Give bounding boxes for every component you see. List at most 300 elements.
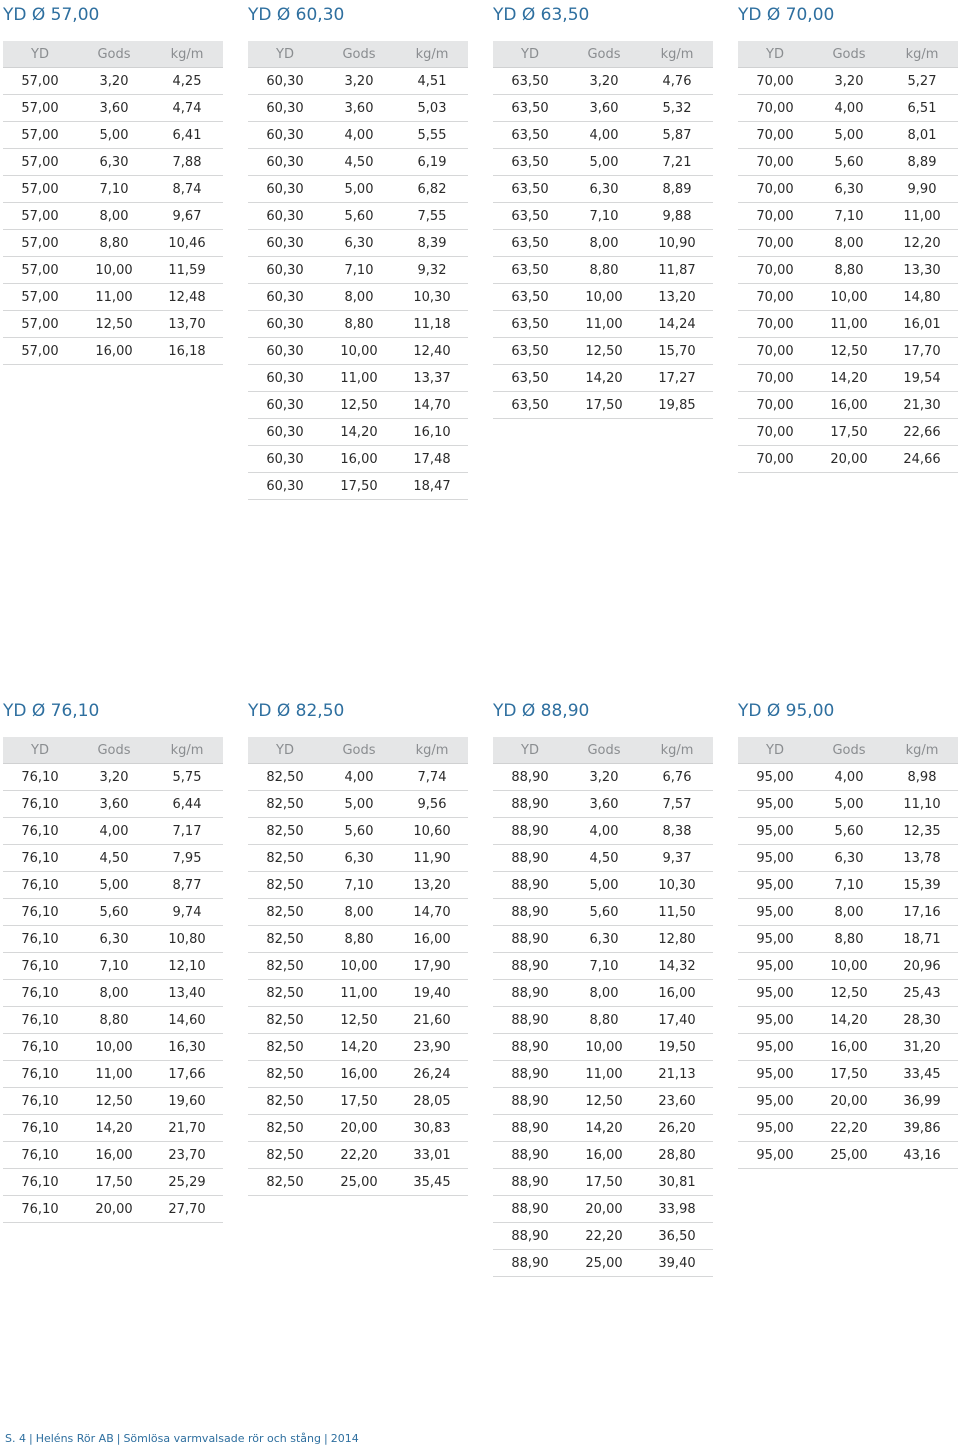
table-cell: 4,74 bbox=[172, 100, 202, 116]
table-cell: 12,10 bbox=[168, 958, 206, 974]
table-cell: 4,00 bbox=[344, 769, 374, 785]
table-row bbox=[248, 980, 468, 1007]
table-cell: 82,50 bbox=[266, 850, 304, 866]
table-row bbox=[248, 1061, 468, 1088]
table-cell: 12,50 bbox=[830, 343, 868, 359]
table-cell: 17,40 bbox=[658, 1012, 696, 1028]
table-cell: 82,50 bbox=[266, 1093, 304, 1109]
table-row bbox=[248, 392, 468, 419]
table-cell: 76,10 bbox=[21, 904, 59, 920]
table-cell: 82,50 bbox=[266, 1066, 304, 1082]
table-cell: 3,60 bbox=[589, 796, 619, 812]
table-cell: 60,30 bbox=[266, 73, 304, 89]
table-cell: 17,50 bbox=[340, 478, 378, 494]
table-row bbox=[493, 122, 713, 149]
table-cell: 57,00 bbox=[21, 181, 59, 197]
table-cell: 8,80 bbox=[344, 316, 374, 332]
table-cell: 4,00 bbox=[834, 100, 864, 116]
table-cell: 19,40 bbox=[413, 985, 451, 1001]
table-cell: 19,54 bbox=[903, 370, 941, 386]
table-cell: 7,10 bbox=[834, 877, 864, 893]
table-row bbox=[493, 203, 713, 230]
table-cell: 76,10 bbox=[21, 985, 59, 1001]
table-header-cell: YD bbox=[766, 742, 784, 758]
table-row bbox=[738, 122, 958, 149]
table-row bbox=[3, 1115, 223, 1142]
table-cell: 95,00 bbox=[756, 904, 794, 920]
table-row bbox=[248, 68, 468, 95]
table-cell: 6,76 bbox=[662, 769, 692, 785]
table-cell: 5,60 bbox=[589, 904, 619, 920]
table-header-cell: YD bbox=[31, 742, 49, 758]
table-cell: 6,41 bbox=[172, 127, 202, 143]
table-cell: 5,00 bbox=[589, 154, 619, 170]
table-cell: 5,00 bbox=[834, 127, 864, 143]
table-row bbox=[3, 230, 223, 257]
table-cell: 8,98 bbox=[907, 769, 937, 785]
table-header-cell: Gods bbox=[97, 742, 131, 758]
table-cell: 39,40 bbox=[658, 1255, 696, 1271]
table-cell: 95,00 bbox=[756, 823, 794, 839]
table-cell: 4,00 bbox=[589, 127, 619, 143]
table-header-row bbox=[493, 41, 713, 68]
table-header-cell: kg/m bbox=[660, 742, 694, 758]
table-cell: 13,20 bbox=[658, 289, 696, 305]
table-cell: 19,60 bbox=[168, 1093, 206, 1109]
table-cell: 11,10 bbox=[903, 796, 941, 812]
table-cell: 82,50 bbox=[266, 1039, 304, 1055]
footer-title: Sömlösa varmvalsade rör och stång bbox=[123, 1432, 321, 1445]
table-cell: 11,00 bbox=[585, 316, 623, 332]
table-cell: 5,00 bbox=[99, 127, 129, 143]
table-cell: 5,00 bbox=[99, 877, 129, 893]
table-row bbox=[738, 257, 958, 284]
footer-company: Heléns Rör AB bbox=[35, 1432, 114, 1445]
table-cell: 3,20 bbox=[99, 73, 129, 89]
table-cell: 11,00 bbox=[340, 370, 378, 386]
table-cell: 17,50 bbox=[585, 1174, 623, 1190]
table-cell: 25,00 bbox=[340, 1174, 378, 1190]
table-row bbox=[248, 122, 468, 149]
table-cell: 57,00 bbox=[21, 127, 59, 143]
table-cell: 20,96 bbox=[903, 958, 941, 974]
table-row bbox=[493, 1250, 713, 1277]
table-row bbox=[738, 926, 958, 953]
table-cell: 8,74 bbox=[172, 181, 202, 197]
table-cell: 8,80 bbox=[99, 1012, 129, 1028]
table-cell: 76,10 bbox=[21, 931, 59, 947]
table-cell: 12,50 bbox=[95, 316, 133, 332]
table-cell: 7,10 bbox=[99, 181, 129, 197]
table-cell: 11,50 bbox=[658, 904, 696, 920]
table-cell: 14,20 bbox=[830, 1012, 868, 1028]
table-row bbox=[248, 953, 468, 980]
table-cell: 20,00 bbox=[340, 1120, 378, 1136]
table-row bbox=[738, 203, 958, 230]
table-cell: 16,00 bbox=[830, 1039, 868, 1055]
table-header-cell: YD bbox=[276, 46, 294, 62]
table-cell: 60,30 bbox=[266, 154, 304, 170]
table-cell: 7,17 bbox=[172, 823, 202, 839]
table-row bbox=[738, 68, 958, 95]
table-cell: 5,60 bbox=[99, 904, 129, 920]
table-row bbox=[738, 338, 958, 365]
table-cell: 8,00 bbox=[834, 235, 864, 251]
table-cell: 12,50 bbox=[340, 1012, 378, 1028]
table-row bbox=[3, 1169, 223, 1196]
table-title: YD Ø 76,10 bbox=[3, 701, 100, 721]
table-row bbox=[738, 419, 958, 446]
table-cell: 9,90 bbox=[907, 181, 937, 197]
table-cell: 76,10 bbox=[21, 850, 59, 866]
table-cell: 22,20 bbox=[830, 1120, 868, 1136]
table-cell: 9,37 bbox=[662, 850, 692, 866]
table-cell: 5,55 bbox=[417, 127, 447, 143]
table-cell: 7,10 bbox=[589, 208, 619, 224]
footer-page-number: S. 4 bbox=[5, 1432, 26, 1445]
table-cell: 76,10 bbox=[21, 1012, 59, 1028]
table-cell: 63,50 bbox=[511, 208, 549, 224]
table-cell: 88,90 bbox=[511, 1120, 549, 1136]
table-cell: 10,00 bbox=[340, 958, 378, 974]
table-row bbox=[248, 419, 468, 446]
table-row bbox=[493, 980, 713, 1007]
table-cell: 88,90 bbox=[511, 1012, 549, 1028]
table-header-cell: YD bbox=[521, 46, 539, 62]
table-cell: 88,90 bbox=[511, 1147, 549, 1163]
table-yd-63-50 bbox=[493, 3, 713, 419]
table-row bbox=[248, 284, 468, 311]
table-cell: 18,71 bbox=[903, 931, 941, 947]
table-row bbox=[3, 203, 223, 230]
table-cell: 13,37 bbox=[413, 370, 451, 386]
table-cell: 63,50 bbox=[511, 397, 549, 413]
table-cell: 14,20 bbox=[585, 1120, 623, 1136]
table-header-cell: Gods bbox=[342, 46, 376, 62]
table-cell: 57,00 bbox=[21, 289, 59, 305]
table-cell: 14,20 bbox=[830, 370, 868, 386]
table-row bbox=[248, 845, 468, 872]
table-cell: 26,24 bbox=[413, 1066, 451, 1082]
table-cell: 14,70 bbox=[413, 397, 451, 413]
table-cell: 76,10 bbox=[21, 877, 59, 893]
table-cell: 82,50 bbox=[266, 1147, 304, 1163]
table-cell: 70,00 bbox=[756, 100, 794, 116]
table-cell: 39,86 bbox=[903, 1120, 941, 1136]
table-cell: 7,10 bbox=[99, 958, 129, 974]
table-row bbox=[738, 392, 958, 419]
table-row bbox=[248, 1169, 468, 1196]
table-cell: 57,00 bbox=[21, 316, 59, 332]
table-header-row bbox=[3, 41, 223, 68]
table-cell: 10,60 bbox=[413, 823, 451, 839]
table-cell: 9,56 bbox=[417, 796, 447, 812]
table-cell: 21,70 bbox=[168, 1120, 206, 1136]
table-row bbox=[493, 68, 713, 95]
table-cell: 20,00 bbox=[95, 1201, 133, 1217]
table-row bbox=[493, 230, 713, 257]
table-header-cell: YD bbox=[31, 46, 49, 62]
table-cell: 5,27 bbox=[907, 73, 937, 89]
table-cell: 14,32 bbox=[658, 958, 696, 974]
table-cell: 70,00 bbox=[756, 73, 794, 89]
table-header-row bbox=[493, 737, 713, 764]
table-row bbox=[248, 338, 468, 365]
table-row bbox=[248, 149, 468, 176]
table-cell: 22,66 bbox=[903, 424, 941, 440]
table-cell: 95,00 bbox=[756, 1012, 794, 1028]
table-cell: 76,10 bbox=[21, 1147, 59, 1163]
table-cell: 3,20 bbox=[834, 73, 864, 89]
table-cell: 10,00 bbox=[585, 1039, 623, 1055]
table-cell: 82,50 bbox=[266, 1120, 304, 1136]
table-cell: 3,20 bbox=[589, 73, 619, 89]
table-cell: 12,48 bbox=[168, 289, 206, 305]
table-cell: 76,10 bbox=[21, 1174, 59, 1190]
page-footer bbox=[5, 1432, 359, 1448]
table-cell: 16,30 bbox=[168, 1039, 206, 1055]
table-row bbox=[493, 1034, 713, 1061]
table-row bbox=[493, 791, 713, 818]
table-cell: 88,90 bbox=[511, 796, 549, 812]
table-cell: 5,60 bbox=[344, 208, 374, 224]
table-cell: 10,30 bbox=[658, 877, 696, 893]
table-cell: 8,80 bbox=[834, 931, 864, 947]
table-cell: 14,70 bbox=[413, 904, 451, 920]
table-cell: 15,39 bbox=[903, 877, 941, 893]
table-header-cell: Gods bbox=[97, 46, 131, 62]
footer-separator: | bbox=[323, 1432, 328, 1445]
table-row bbox=[493, 1007, 713, 1034]
table-cell: 17,50 bbox=[585, 397, 623, 413]
table-cell: 76,10 bbox=[21, 823, 59, 839]
table-cell: 7,10 bbox=[344, 877, 374, 893]
table-cell: 7,57 bbox=[662, 796, 692, 812]
table-row bbox=[493, 872, 713, 899]
table-row bbox=[248, 926, 468, 953]
table-cell: 3,20 bbox=[344, 73, 374, 89]
table-cell: 11,00 bbox=[95, 289, 133, 305]
table-cell: 60,30 bbox=[266, 289, 304, 305]
table-cell: 10,00 bbox=[830, 289, 868, 305]
table-cell: 16,10 bbox=[413, 424, 451, 440]
table-row bbox=[738, 311, 958, 338]
table-row bbox=[248, 1115, 468, 1142]
table-cell: 63,50 bbox=[511, 73, 549, 89]
table-cell: 88,90 bbox=[511, 958, 549, 974]
table-cell: 82,50 bbox=[266, 796, 304, 812]
table-row bbox=[493, 1061, 713, 1088]
table-cell: 19,85 bbox=[658, 397, 696, 413]
table-row bbox=[248, 791, 468, 818]
table-header-cell: kg/m bbox=[170, 742, 204, 758]
table-cell: 9,88 bbox=[662, 208, 692, 224]
table-header-cell: Gods bbox=[587, 46, 621, 62]
table-cell: 12,35 bbox=[903, 823, 941, 839]
table-header-cell: Gods bbox=[342, 742, 376, 758]
table-cell: 13,30 bbox=[903, 262, 941, 278]
table-cell: 15,70 bbox=[658, 343, 696, 359]
table-cell: 88,90 bbox=[511, 1039, 549, 1055]
table-cell: 6,44 bbox=[172, 796, 202, 812]
table-cell: 36,99 bbox=[903, 1093, 941, 1109]
table-cell: 60,30 bbox=[266, 100, 304, 116]
table-cell: 11,18 bbox=[413, 316, 451, 332]
table-cell: 13,20 bbox=[413, 877, 451, 893]
table-row bbox=[738, 446, 958, 473]
table-cell: 6,30 bbox=[834, 850, 864, 866]
table-cell: 17,70 bbox=[903, 343, 941, 359]
table-cell: 88,90 bbox=[511, 985, 549, 1001]
table-row bbox=[738, 818, 958, 845]
table-row bbox=[493, 1088, 713, 1115]
table-cell: 3,60 bbox=[344, 100, 374, 116]
table-cell: 3,20 bbox=[589, 769, 619, 785]
table-cell: 25,43 bbox=[903, 985, 941, 1001]
table-header-cell: kg/m bbox=[170, 46, 204, 62]
table-cell: 17,16 bbox=[903, 904, 941, 920]
table-row bbox=[3, 176, 223, 203]
table-cell: 82,50 bbox=[266, 904, 304, 920]
table-cell: 63,50 bbox=[511, 154, 549, 170]
table-header-cell: kg/m bbox=[415, 742, 449, 758]
table-title: YD Ø 70,00 bbox=[738, 5, 835, 25]
table-row bbox=[493, 1223, 713, 1250]
table-cell: 3,60 bbox=[99, 100, 129, 116]
table-cell: 21,13 bbox=[658, 1066, 696, 1082]
table-cell: 70,00 bbox=[756, 262, 794, 278]
table-cell: 88,90 bbox=[511, 823, 549, 839]
table-title: YD Ø 63,50 bbox=[493, 5, 590, 25]
table-row bbox=[493, 284, 713, 311]
table-cell: 63,50 bbox=[511, 316, 549, 332]
table-row bbox=[493, 764, 713, 791]
table-cell: 70,00 bbox=[756, 235, 794, 251]
table-header-cell: YD bbox=[276, 742, 294, 758]
table-row bbox=[738, 1115, 958, 1142]
table-header-cell: YD bbox=[766, 46, 784, 62]
table-cell: 5,00 bbox=[589, 877, 619, 893]
table-cell: 88,90 bbox=[511, 1174, 549, 1190]
table-cell: 82,50 bbox=[266, 958, 304, 974]
footer-separator: | bbox=[116, 1432, 121, 1445]
table-cell: 33,98 bbox=[658, 1201, 696, 1217]
table-cell: 21,60 bbox=[413, 1012, 451, 1028]
table-row bbox=[3, 338, 223, 365]
table-cell: 76,10 bbox=[21, 769, 59, 785]
table-cell: 9,67 bbox=[172, 208, 202, 224]
table-cell: 17,90 bbox=[413, 958, 451, 974]
table-cell: 20,00 bbox=[830, 1093, 868, 1109]
table-cell: 60,30 bbox=[266, 262, 304, 278]
table-cell: 16,00 bbox=[658, 985, 696, 1001]
table-cell: 10,00 bbox=[95, 262, 133, 278]
table-cell: 60,30 bbox=[266, 181, 304, 197]
table-cell: 6,30 bbox=[99, 154, 129, 170]
table-row bbox=[738, 95, 958, 122]
table-row bbox=[3, 953, 223, 980]
table-cell: 11,00 bbox=[585, 1066, 623, 1082]
table-cell: 8,00 bbox=[344, 904, 374, 920]
table-cell: 3,20 bbox=[99, 769, 129, 785]
table-row bbox=[738, 845, 958, 872]
table-cell: 88,90 bbox=[511, 931, 549, 947]
table-cell: 5,00 bbox=[834, 796, 864, 812]
table-cell: 82,50 bbox=[266, 1012, 304, 1028]
table-cell: 95,00 bbox=[756, 931, 794, 947]
table-cell: 11,90 bbox=[413, 850, 451, 866]
table-row bbox=[493, 149, 713, 176]
table-cell: 4,00 bbox=[99, 823, 129, 839]
table-cell: 8,00 bbox=[344, 289, 374, 305]
table-row bbox=[738, 791, 958, 818]
table-cell: 5,00 bbox=[344, 181, 374, 197]
table-cell: 17,27 bbox=[658, 370, 696, 386]
table-cell: 9,32 bbox=[417, 262, 447, 278]
table-yd-88-90 bbox=[493, 699, 713, 1277]
table-header-cell: Gods bbox=[587, 742, 621, 758]
table-cell: 8,39 bbox=[417, 235, 447, 251]
table-row bbox=[738, 1034, 958, 1061]
table-cell: 95,00 bbox=[756, 1039, 794, 1055]
table-row bbox=[248, 311, 468, 338]
table-cell: 17,48 bbox=[413, 451, 451, 467]
table-cell: 13,70 bbox=[168, 316, 206, 332]
table-cell: 8,00 bbox=[99, 985, 129, 1001]
table-cell: 4,50 bbox=[344, 154, 374, 170]
table-cell: 88,90 bbox=[511, 1201, 549, 1217]
table-cell: 8,38 bbox=[662, 823, 692, 839]
table-cell: 23,60 bbox=[658, 1093, 696, 1109]
table-cell: 82,50 bbox=[266, 931, 304, 947]
table-cell: 4,00 bbox=[344, 127, 374, 143]
table-cell: 16,00 bbox=[340, 1066, 378, 1082]
table-row bbox=[493, 1115, 713, 1142]
table-cell: 17,50 bbox=[830, 424, 868, 440]
table-cell: 63,50 bbox=[511, 262, 549, 278]
table-row bbox=[3, 95, 223, 122]
table-row bbox=[493, 95, 713, 122]
table-cell: 16,00 bbox=[585, 1147, 623, 1163]
table-cell: 4,25 bbox=[172, 73, 202, 89]
table-cell: 10,80 bbox=[168, 931, 206, 947]
table-row bbox=[248, 764, 468, 791]
table-cell: 63,50 bbox=[511, 289, 549, 305]
table-cell: 11,00 bbox=[95, 1066, 133, 1082]
table-cell: 57,00 bbox=[21, 73, 59, 89]
table-cell: 10,30 bbox=[413, 289, 451, 305]
table-cell: 8,80 bbox=[344, 931, 374, 947]
table-row bbox=[493, 953, 713, 980]
table-cell: 22,20 bbox=[585, 1228, 623, 1244]
table-cell: 14,20 bbox=[340, 424, 378, 440]
table-cell: 12,50 bbox=[95, 1093, 133, 1109]
table-row bbox=[3, 68, 223, 95]
table-cell: 63,50 bbox=[511, 370, 549, 386]
table-row bbox=[3, 1142, 223, 1169]
table-cell: 7,74 bbox=[417, 769, 447, 785]
table-header-row bbox=[738, 737, 958, 764]
table-row bbox=[3, 764, 223, 791]
table-row bbox=[248, 446, 468, 473]
table-row bbox=[3, 1088, 223, 1115]
table-cell: 8,80 bbox=[834, 262, 864, 278]
table-row bbox=[493, 845, 713, 872]
table-row bbox=[3, 122, 223, 149]
table-cell: 22,20 bbox=[340, 1147, 378, 1163]
table-row bbox=[493, 392, 713, 419]
table-cell: 70,00 bbox=[756, 343, 794, 359]
